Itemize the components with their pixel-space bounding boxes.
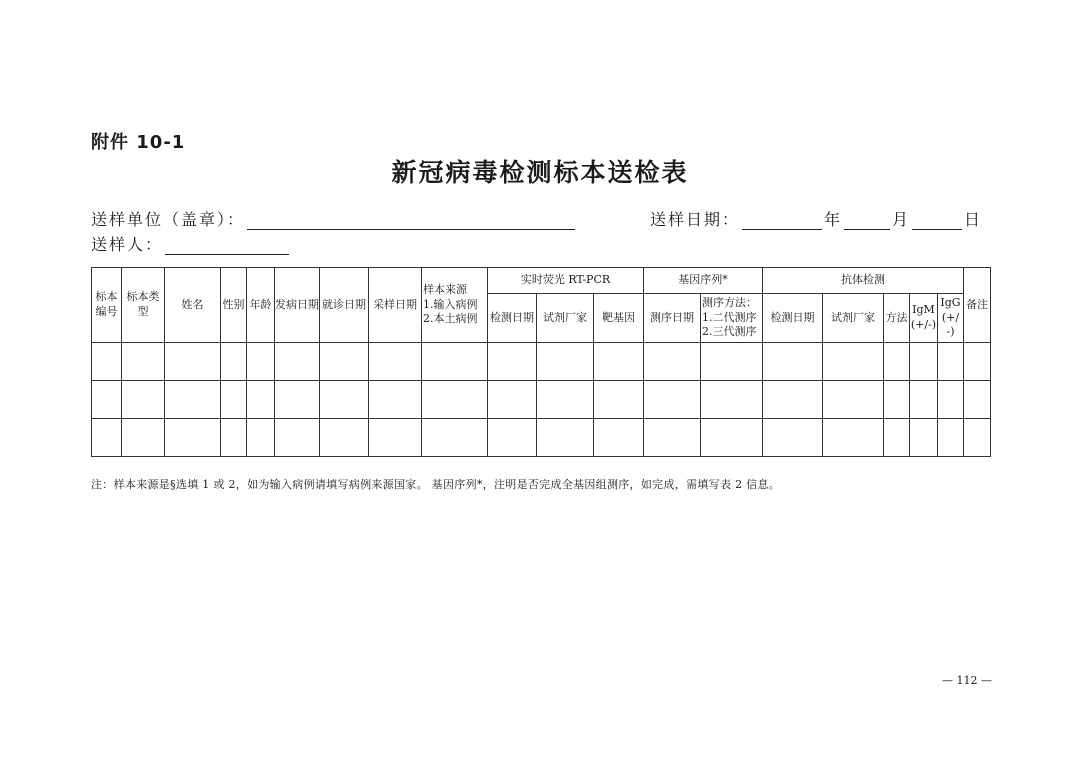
table-cell[interactable]: [275, 343, 320, 381]
seq-method-option-2: 2.三代测序: [702, 325, 757, 339]
table-cell[interactable]: [938, 419, 964, 457]
table-cell[interactable]: [221, 419, 247, 457]
header-igg: IgG (+/-): [938, 294, 964, 343]
sample-source-option-1: 1.输入病例: [423, 297, 478, 311]
table-cell[interactable]: [701, 419, 763, 457]
table-cell[interactable]: [92, 419, 122, 457]
header-sequence-group: 基因序列*: [644, 268, 763, 294]
header-onset-date: 发病日期: [275, 268, 320, 343]
table-cell[interactable]: [320, 343, 369, 381]
table-row: [92, 419, 991, 457]
send-unit-line: [91, 207, 577, 230]
table-cell[interactable]: [594, 343, 644, 381]
table-cell[interactable]: [247, 419, 275, 457]
header-ab-test-date: 检测日期: [763, 294, 823, 343]
header-rtpcr-test-date: 检测日期: [488, 294, 537, 343]
table-cell[interactable]: [422, 381, 488, 419]
table-cell[interactable]: [320, 419, 369, 457]
header-name: 姓名: [165, 268, 221, 343]
table-cell[interactable]: [938, 381, 964, 419]
table-cell[interactable]: [594, 381, 644, 419]
page-number: — 112 —: [942, 674, 992, 687]
table-cell[interactable]: [247, 343, 275, 381]
table-cell[interactable]: [823, 419, 884, 457]
table-cell[interactable]: [92, 381, 122, 419]
header-rtpcr-target: 靶基因: [594, 294, 644, 343]
table-cell[interactable]: [938, 343, 964, 381]
header-antibody-group: 抗体检测: [763, 268, 964, 294]
table-cell[interactable]: [910, 381, 938, 419]
table-cell[interactable]: [701, 381, 763, 419]
month-field[interactable]: [844, 213, 890, 230]
table-cell[interactable]: [964, 343, 991, 381]
table-cell[interactable]: [884, 343, 910, 381]
table-cell[interactable]: [537, 419, 594, 457]
header-sample-source: [422, 268, 488, 343]
send-unit-field[interactable]: [247, 213, 575, 230]
seq-method-title: 测序方法：: [702, 295, 757, 309]
table-cell[interactable]: [884, 419, 910, 457]
sample-table: [91, 267, 991, 457]
table-cell[interactable]: [369, 343, 422, 381]
header-age: 年龄: [247, 268, 275, 343]
table-cell[interactable]: [369, 419, 422, 457]
header-ab-reagent: 试剂厂家: [823, 294, 884, 343]
table-cell[interactable]: [763, 343, 823, 381]
table-cell[interactable]: [165, 381, 221, 419]
send-unit-label: 送样单位（盖章）：: [91, 210, 246, 229]
table-cell[interactable]: [122, 419, 165, 457]
table-cell[interactable]: [964, 381, 991, 419]
header-collect-date: 采样日期: [369, 268, 422, 343]
sample-source-title: 样本来源: [423, 282, 467, 296]
table-cell[interactable]: [275, 381, 320, 419]
sender-line: [91, 232, 291, 255]
header-rtpcr-reagent: 试剂厂家: [537, 294, 594, 343]
header-igm: IgM (+/-): [910, 294, 938, 343]
year-field[interactable]: [742, 213, 822, 230]
table-cell[interactable]: [763, 419, 823, 457]
table-cell[interactable]: [488, 343, 537, 381]
table-cell[interactable]: [763, 381, 823, 419]
table-cell[interactable]: [644, 343, 701, 381]
sample-source-option-2: 2.本土病例: [423, 312, 478, 326]
table-row: [92, 381, 991, 419]
table-cell[interactable]: [910, 419, 938, 457]
send-date-label: 送样日期：: [650, 210, 741, 229]
attachment-label: 附件 10-1: [91, 132, 186, 153]
header-seq-date: 测序日期: [644, 294, 701, 343]
table-cell[interactable]: [221, 343, 247, 381]
header-rtpcr-group: 实时荧光 RT-PCR: [488, 268, 644, 294]
day-label: 日: [964, 210, 983, 229]
header-ab-method: 方法: [884, 294, 910, 343]
seq-method-option-1: 1.二代测序: [702, 310, 757, 324]
header-remarks: 备注: [964, 268, 991, 343]
table-cell[interactable]: [644, 419, 701, 457]
table-cell[interactable]: [165, 343, 221, 381]
table-cell[interactable]: [422, 419, 488, 457]
table-cell[interactable]: [823, 381, 884, 419]
table-cell[interactable]: [165, 419, 221, 457]
table-cell[interactable]: [422, 343, 488, 381]
table-cell[interactable]: [537, 381, 594, 419]
sender-field[interactable]: [165, 238, 289, 255]
send-date-line: [650, 207, 982, 230]
header-visit-date: 就诊日期: [320, 268, 369, 343]
page-title: 新冠病毒检测标本送检表: [391, 158, 689, 187]
table-cell[interactable]: [884, 381, 910, 419]
table-cell[interactable]: [275, 419, 320, 457]
month-label: 月: [892, 210, 911, 229]
table-cell[interactable]: [247, 381, 275, 419]
table-cell[interactable]: [701, 343, 763, 381]
table-cell[interactable]: [488, 381, 537, 419]
table-cell[interactable]: [594, 419, 644, 457]
table-cell[interactable]: [964, 419, 991, 457]
table-cell[interactable]: [537, 343, 594, 381]
table-cell[interactable]: [320, 381, 369, 419]
header-sex: 性别: [221, 268, 247, 343]
table-cell[interactable]: [644, 381, 701, 419]
table-cell[interactable]: [122, 381, 165, 419]
header-seq-method: [701, 294, 763, 343]
footnote: 注：样本来源是§选填 1 或 2，如为输入病例请填写病例来源国家。 基因序列*，注明是否完成全基因组测序，如完成，需填写表 2 信息。: [91, 478, 781, 491]
day-field[interactable]: [912, 213, 962, 230]
table-cell[interactable]: [488, 419, 537, 457]
table-cell[interactable]: [369, 381, 422, 419]
table-cell[interactable]: [910, 343, 938, 381]
table-cell[interactable]: [122, 343, 165, 381]
header-sample-id: 标本编号: [92, 268, 122, 343]
table-cell[interactable]: [823, 343, 884, 381]
table-cell[interactable]: [221, 381, 247, 419]
table-cell[interactable]: [92, 343, 122, 381]
year-label: 年: [824, 210, 843, 229]
table-row: [92, 343, 991, 381]
header-sample-type: 标本类型: [122, 268, 165, 343]
table-body: [92, 343, 991, 457]
sender-label: 送样人：: [91, 235, 164, 254]
